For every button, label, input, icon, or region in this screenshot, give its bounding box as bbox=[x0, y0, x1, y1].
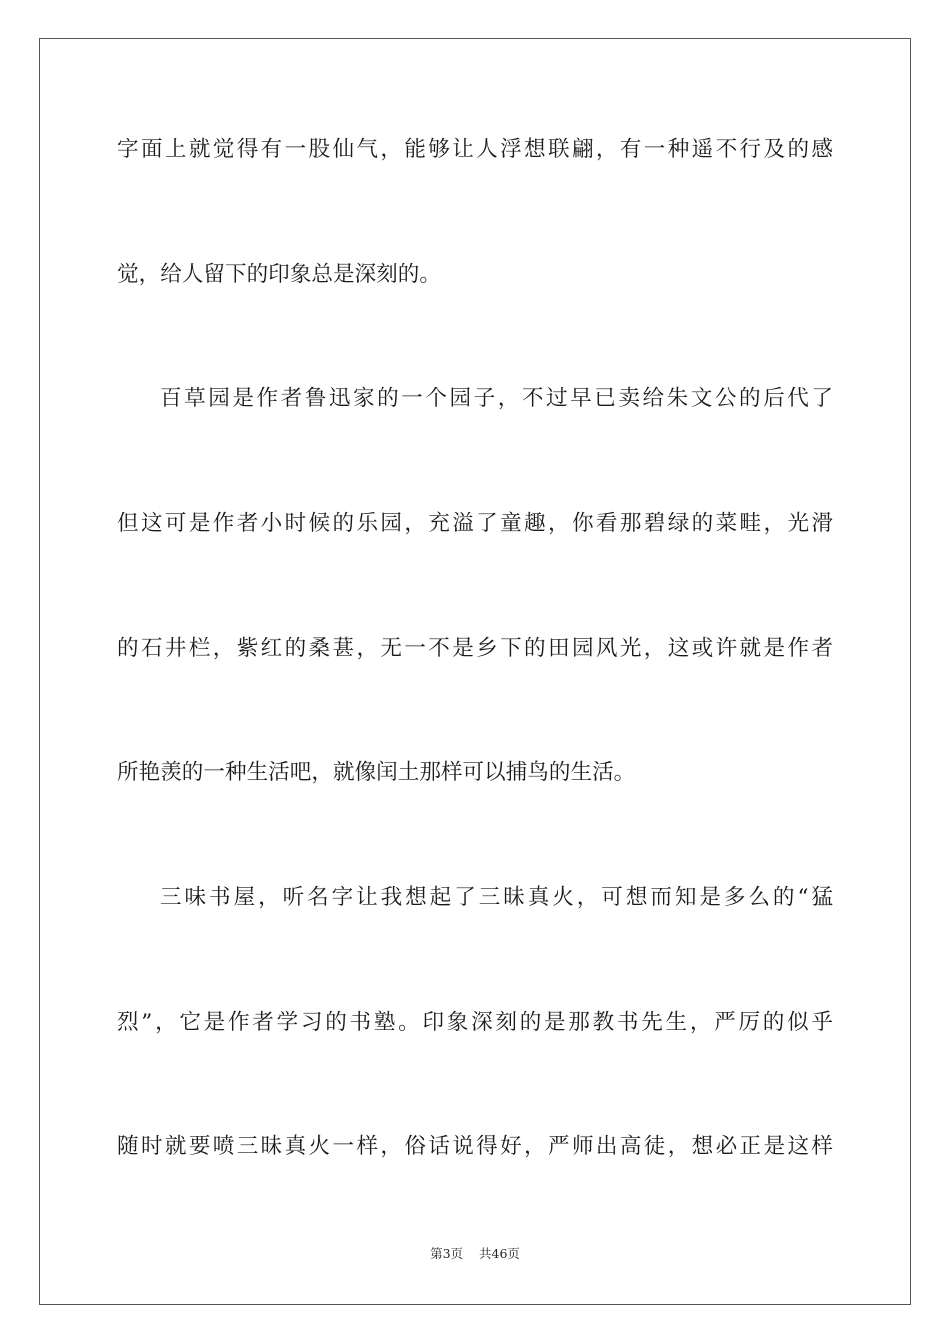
text-line: 所艳羡的一种生活吧，就像闰土那样可以捕鸟的生活。 bbox=[117, 760, 636, 785]
text-line: 的石井栏，紫红的桑葚，无一不是乡下的田园风光，这或许就是作者 bbox=[117, 636, 833, 661]
page-border bbox=[39, 38, 911, 1305]
text-line: 烈”，它是作者学习的书塾。印象深刻的是那教书先生，严厉的似乎 bbox=[117, 1010, 833, 1035]
text-line: 字面上就觉得有一股仙气，能够让人浮想联翩，有一种遥不行及的感 bbox=[117, 137, 833, 162]
total-pages-label: 共46页 bbox=[479, 1246, 520, 1261]
text-line: 觉，给人留下的印象总是深刻的。 bbox=[117, 262, 441, 287]
page-footer bbox=[0, 1245, 950, 1263]
text-line: 但这可是作者小时候的乐园，充溢了童趣，你看那碧绿的菜畦，光滑 bbox=[117, 511, 833, 536]
current-page-label: 第3页 bbox=[430, 1246, 464, 1261]
paragraph-first-line: 三味书屋，听名字让我想起了三昧真火，可想而知是多么的“猛 bbox=[160, 885, 833, 910]
paragraph-first-line: 百草园是作者鲁迅家的一个园子，不过早已卖给朱文公的后代了 bbox=[160, 386, 833, 411]
text-line: 随时就要喷三昧真火一样，俗话说得好，严师出高徒，想必正是这样 bbox=[117, 1134, 833, 1159]
